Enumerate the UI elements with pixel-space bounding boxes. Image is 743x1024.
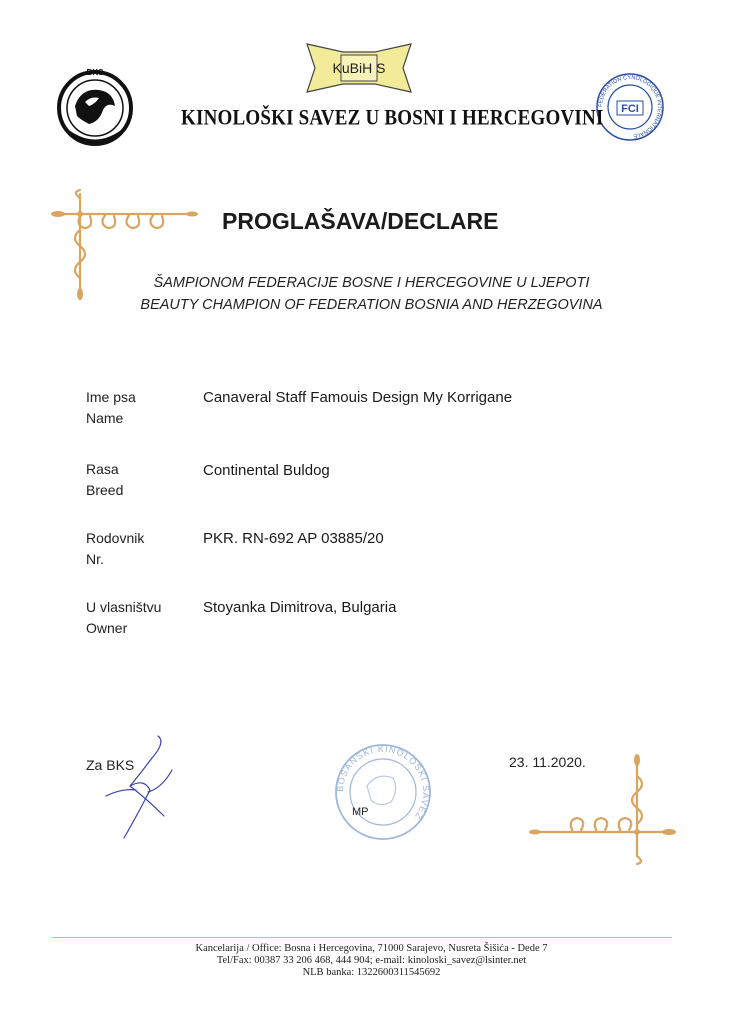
declare-title: PROGLAŠAVA/DECLARE xyxy=(222,208,499,234)
stamp-label: MP xyxy=(352,806,369,818)
field-breed-value: Continental Buldog xyxy=(203,462,330,479)
field-owner-label-bs: U vlasništvu xyxy=(86,599,162,615)
bks-logo xyxy=(55,66,135,150)
field-breed-label-bs: Rasa xyxy=(86,461,119,477)
field-breed-label-en: Breed xyxy=(86,482,124,498)
official-stamp xyxy=(333,742,433,842)
field-owner-value: Stoyanka Dimitrova, Bulgaria xyxy=(203,599,397,616)
organization-name: KINOLOŠKI SAVEZ U BOSNI I HERCEGOVINI xyxy=(181,106,604,131)
field-breed-label xyxy=(86,459,123,501)
fci-logo-text: FCI xyxy=(621,103,639,115)
footer-address: Kancelarija / Office: Bosna i Hercegovina, 71000 Sarajevo, Nusreta Šišića - Dede 7 xyxy=(195,943,548,954)
footer-divider xyxy=(52,937,672,938)
field-name-label xyxy=(86,387,136,429)
field-name-value: Canaveral Staff Famouis Design My Korrigane xyxy=(203,389,513,406)
date: 23. 11.2020. xyxy=(509,754,586,770)
bks-logo-text: BKS xyxy=(86,68,104,77)
signature-label: Za BKS xyxy=(86,757,135,773)
corner-ornament-bottom-right xyxy=(527,756,677,864)
field-pedigree-label xyxy=(86,528,144,570)
subtitle-english: BEAUTY CHAMPION OF FEDERATION BOSNIA AND HERZEGOVINA xyxy=(140,297,603,313)
footer-bank: NLB banka: 1322600311545692 xyxy=(302,967,441,978)
svg-text:BOSANSKI KINOLOŠKI SAVEZ xyxy=(335,744,431,822)
handwritten-signature xyxy=(100,730,190,845)
subtitle-bosnian: ŠAMPIONOM FEDERACIJE BOSNE I HERCEGOVINE U LJEPOTI xyxy=(153,275,590,291)
footer-contact: Tel/Fax: 00387 33 206 468, 444 904; e-mail: kinoloski_savez@lsinter.net xyxy=(216,955,527,966)
field-pedigree-value: PKR. RN-692 AP 03885/20 xyxy=(203,530,384,547)
field-pedigree-label-en: Nr. xyxy=(86,551,104,567)
field-owner-label-en: Owner xyxy=(86,620,128,636)
fci-logo xyxy=(595,72,665,142)
field-pedigree-label-bs: Rodovnik xyxy=(86,530,145,546)
field-name-label-en: Name xyxy=(86,410,124,426)
kubih-logo xyxy=(303,42,415,94)
field-owner-label xyxy=(86,597,161,639)
fci-ring-text: FEDERATION CYNOLOGIQUE INTERNATIONALE xyxy=(597,74,663,139)
kubih-logo-text: KuBiH S xyxy=(332,60,386,76)
stamp-ring-text: BOSANSKI KINOLOŠKI SAVEZ xyxy=(334,743,432,822)
field-name-label-bs: Ime psa xyxy=(86,389,136,405)
